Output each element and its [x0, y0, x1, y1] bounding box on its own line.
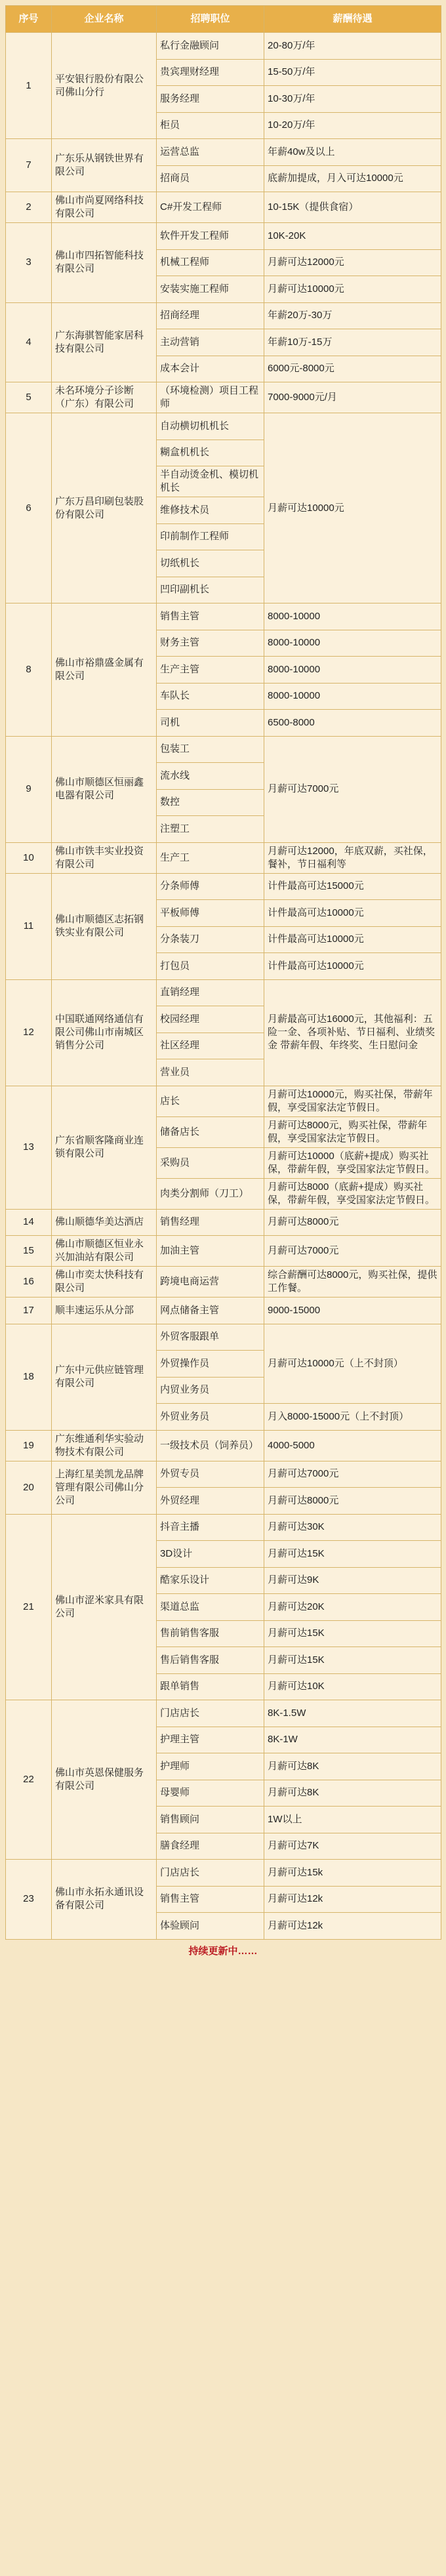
position-title: 半自动烫金机、模切机机长	[157, 466, 264, 497]
row-number: 3	[6, 223, 52, 303]
table-body	[6, 33, 441, 1940]
table-row	[6, 1514, 441, 1541]
salary-value: 年薪40w及以上	[264, 139, 441, 166]
salary-value: 月薪可达30K	[264, 1514, 441, 1541]
table-row	[6, 603, 441, 630]
salary-value: 8K-1W	[264, 1727, 441, 1753]
position-title: 数控	[157, 789, 264, 816]
update-note: 持续更新中……	[188, 1945, 258, 1957]
salary-value: 月薪可达8000元，购买社保，带薪年假，享受国家法定节假日。	[264, 1116, 441, 1147]
company-name: 佛山市永拓永通讯设备有限公司	[52, 1860, 157, 1940]
salary-value: 月薪可达8K	[264, 1780, 441, 1807]
table-row	[6, 1209, 441, 1236]
salary-value: 月薪可达20K	[264, 1594, 441, 1621]
company-name: 佛山市涩米家具有限公司	[52, 1514, 157, 1700]
position-title: 营业员	[157, 1059, 264, 1086]
position-title: 包装工	[157, 736, 264, 763]
position-title: 维修技术员	[157, 497, 264, 524]
position-title: 机械工程师	[157, 249, 264, 276]
header-position: 招聘职位	[157, 6, 264, 33]
table-row	[6, 1430, 441, 1461]
company-name: 佛山市裕鼎盛金属有限公司	[52, 603, 157, 737]
salary-value: 8000-10000	[264, 630, 441, 657]
row-number: 11	[6, 873, 52, 979]
table-row	[6, 302, 441, 329]
company-name: 广东乐从钢铁世界有限公司	[52, 139, 157, 192]
table-header	[6, 6, 441, 33]
position-title: 酷家乐设计	[157, 1567, 264, 1594]
position-title: （环境检测）项目工程师	[157, 382, 264, 413]
position-title: 销售经理	[157, 1209, 264, 1236]
salary-value: 月薪可达8K	[264, 1753, 441, 1780]
position-title: 渠道总监	[157, 1594, 264, 1621]
salary-value: 8000-10000	[264, 603, 441, 630]
row-number: 17	[6, 1298, 52, 1324]
company-name: 顺丰速运乐从分部	[52, 1298, 157, 1324]
company-name: 佛山市英恩保健服务有限公司	[52, 1700, 157, 1860]
table-row	[6, 1298, 441, 1324]
salary-value: 计件最高可达15000元	[264, 873, 441, 900]
salary-value: 月薪可达15K	[264, 1647, 441, 1674]
position-title: 肉类分割师（刀工）	[157, 1178, 264, 1209]
position-title: 膳食经理	[157, 1833, 264, 1860]
position-title: 一级技术员（饲养员）	[157, 1430, 264, 1461]
position-title: 加油主管	[157, 1236, 264, 1267]
position-title: 售后销售客服	[157, 1647, 264, 1674]
row-number: 10	[6, 842, 52, 873]
salary-value: 8K-1.5W	[264, 1700, 441, 1727]
table-row	[6, 1236, 441, 1267]
table-row	[6, 33, 441, 60]
salary-value: 月薪可达15k	[264, 1860, 441, 1887]
table-row	[6, 736, 441, 763]
position-title: 自动横切机机长	[157, 413, 264, 440]
table-row	[6, 223, 441, 250]
row-number: 15	[6, 1236, 52, 1267]
position-title: 成本会计	[157, 356, 264, 382]
row-number: 14	[6, 1209, 52, 1236]
salary-value: 10-30万/年	[264, 86, 441, 113]
company-name: 广东省顺客隆商业连锁有限公司	[52, 1086, 157, 1209]
row-number: 20	[6, 1461, 52, 1514]
position-title: 门店店长	[157, 1860, 264, 1887]
header-salary: 薪酬待遇	[264, 6, 441, 33]
position-title: 分条师傅	[157, 873, 264, 900]
position-title: 网点储备主管	[157, 1298, 264, 1324]
company-name: 广东万昌印刷包装股份有限公司	[52, 413, 157, 603]
position-title: 生产工	[157, 842, 264, 873]
company-name: 广东维通利华实验动物技术有限公司	[52, 1430, 157, 1461]
position-title: 跟单销售	[157, 1673, 264, 1700]
row-number: 22	[6, 1700, 52, 1860]
table-row	[6, 382, 441, 413]
salary-value: 月入8000-15000元（上不封顶）	[264, 1404, 441, 1431]
table-row	[6, 842, 441, 873]
position-title: 糊盒机机长	[157, 440, 264, 466]
salary-value: 计件最高可达10000元	[264, 926, 441, 953]
salary-value: 月薪最高可达16000元，其他福利：五险一金、各项补贴、节日福利、业绩奖金 带薪年假、年终奖、生日慰问金	[264, 979, 441, 1086]
table-row	[6, 979, 441, 1006]
company-name: 佛山市顺德区恒业永兴加油站有限公司	[52, 1236, 157, 1267]
salary-value: 计件最高可达10000元	[264, 900, 441, 927]
company-name: 佛山市顺德区恒丽鑫电器有限公司	[52, 736, 157, 842]
position-title: 社区经理	[157, 1032, 264, 1059]
row-number: 12	[6, 979, 52, 1086]
salary-value: 年薪10万-15万	[264, 329, 441, 356]
table-row	[6, 1324, 441, 1351]
position-title: 抖音主播	[157, 1514, 264, 1541]
salary-value: 月薪可达10K	[264, 1673, 441, 1700]
position-title: 外贸操作员	[157, 1351, 264, 1378]
position-title: 储备店长	[157, 1116, 264, 1147]
position-title: 店长	[157, 1086, 264, 1116]
salary-value: 9000-15000	[264, 1298, 441, 1324]
row-number: 19	[6, 1430, 52, 1461]
table-row	[6, 1267, 441, 1298]
position-title: 打包员	[157, 953, 264, 980]
position-title: 销售顾问	[157, 1807, 264, 1833]
salary-value: 综合薪酬可达8000元，购买社保，提供工作餐。	[264, 1267, 441, 1298]
salary-value: 月薪可达12000元	[264, 249, 441, 276]
salary-value: 20-80万/年	[264, 33, 441, 60]
salary-value: 计件最高可达10000元	[264, 953, 441, 980]
position-title: 售前销售客服	[157, 1620, 264, 1647]
table-row	[6, 873, 441, 900]
position-title: 外贸客服跟单	[157, 1324, 264, 1351]
company-name: 佛山市顺德区志拓钢铁实业有限公司	[52, 873, 157, 979]
salary-value: 10-15K（提供食宿）	[264, 192, 441, 223]
position-title: 分条装刀	[157, 926, 264, 953]
row-number: 8	[6, 603, 52, 737]
salary-value: 月薪可达8000（底薪+提成）购买社保，带薪年假，享受国家法定节假日。	[264, 1178, 441, 1209]
salary-value: 年薪20万-30万	[264, 302, 441, 329]
salary-value: 7000-9000元/月	[264, 382, 441, 413]
position-title: 外贸经理	[157, 1488, 264, 1515]
row-number: 7	[6, 139, 52, 192]
position-title: 平板师傅	[157, 900, 264, 927]
salary-value: 月薪可达8000元	[264, 1488, 441, 1515]
position-title: 销售主管	[157, 603, 264, 630]
row-number: 1	[6, 33, 52, 139]
position-title: 内贸业务员	[157, 1377, 264, 1404]
position-title: 切纸机长	[157, 550, 264, 577]
salary-value: 月薪可达7000元	[264, 1461, 441, 1488]
position-title: 3D设计	[157, 1541, 264, 1568]
position-title: 财务主管	[157, 630, 264, 657]
position-title: 注塑工	[157, 816, 264, 843]
company-name: 佛山市奕太快科技有限公司	[52, 1267, 157, 1298]
table-row	[6, 1700, 441, 1727]
company-name: 佛山市四拓智能科技有限公司	[52, 223, 157, 303]
position-title: 门店店长	[157, 1700, 264, 1727]
salary-value: 月薪可达9K	[264, 1567, 441, 1594]
header-no: 序号	[6, 6, 52, 33]
position-title: 主动营销	[157, 329, 264, 356]
salary-value: 底薪加提成，月入可达10000元	[264, 165, 441, 192]
company-name: 佛山市尚夏网络科技有限公司	[52, 192, 157, 223]
salary-value: 月薪可达10000元（上不封顶）	[264, 1324, 441, 1404]
salary-value: 8000-10000	[264, 683, 441, 710]
position-title: C#开发工程师	[157, 192, 264, 223]
row-number: 18	[6, 1324, 52, 1430]
header-company: 企业名称	[52, 6, 157, 33]
job-table	[5, 5, 441, 1940]
company-name: 平安银行股份有限公司佛山分行	[52, 33, 157, 139]
position-title: 软件开发工程师	[157, 223, 264, 250]
salary-value: 月薪可达10000元	[264, 413, 441, 603]
position-title: 贵宾理财经理	[157, 59, 264, 86]
row-number: 2	[6, 192, 52, 223]
row-number: 6	[6, 413, 52, 603]
position-title: 护理师	[157, 1753, 264, 1780]
position-title: 外贸业务员	[157, 1404, 264, 1431]
position-title: 生产主管	[157, 657, 264, 684]
salary-value: 15-50万/年	[264, 59, 441, 86]
position-title: 招商员	[157, 165, 264, 192]
salary-value: 6000元-8000元	[264, 356, 441, 382]
table-row	[6, 192, 441, 223]
position-title: 采购员	[157, 1147, 264, 1178]
position-title: 凹印副机长	[157, 577, 264, 603]
position-title: 服务经理	[157, 86, 264, 113]
position-title: 车队长	[157, 683, 264, 710]
table-row	[6, 139, 441, 166]
company-name: 佛山市铁丰实业投资有限公司	[52, 842, 157, 873]
row-number: 5	[6, 382, 52, 413]
table-row	[6, 1086, 441, 1116]
company-name: 中国联通网络通信有限公司佛山市南城区销售分公司	[52, 979, 157, 1086]
row-number: 9	[6, 736, 52, 842]
salary-value: 月薪可达7000元	[264, 1236, 441, 1267]
salary-value: 月薪可达10000元	[264, 276, 441, 303]
salary-value: 月薪可达12000，年底双薪，买社保，餐补，节日福利等	[264, 842, 441, 873]
position-title: 流水线	[157, 763, 264, 790]
row-number: 23	[6, 1860, 52, 1940]
salary-value: 8000-10000	[264, 657, 441, 684]
salary-value: 月薪可达15K	[264, 1541, 441, 1568]
salary-value: 月薪可达10000（底薪+提成）购买社保，带薪年假，享受国家法定节假日。	[264, 1147, 441, 1178]
company-name: 上海红星美凯龙品牌管理有限公司佛山分公司	[52, 1461, 157, 1514]
position-title: 司机	[157, 710, 264, 737]
salary-value: 6500-8000	[264, 710, 441, 737]
position-title: 运营总监	[157, 139, 264, 166]
salary-value: 月薪可达7000元	[264, 736, 441, 842]
company-name: 广东中元供应链管理有限公司	[52, 1324, 157, 1430]
company-name: 未名环境分子诊断（广东）有限公司	[52, 382, 157, 413]
position-title: 私行金融顾问	[157, 33, 264, 60]
position-title: 护理主管	[157, 1727, 264, 1753]
salary-value: 月薪可达10000元，购买社保，带薪年假，享受国家法定节假日。	[264, 1086, 441, 1116]
position-title: 校园经理	[157, 1006, 264, 1033]
position-title: 母婴师	[157, 1780, 264, 1807]
salary-value: 10-20万/年	[264, 112, 441, 139]
salary-value: 10K-20K	[264, 223, 441, 250]
table-row	[6, 1860, 441, 1887]
row-number: 13	[6, 1086, 52, 1209]
position-title: 外贸专员	[157, 1461, 264, 1488]
table-row	[6, 413, 441, 440]
table-row	[6, 1461, 441, 1488]
salary-value: 月薪可达7K	[264, 1833, 441, 1860]
salary-value: 1W以上	[264, 1807, 441, 1833]
company-name: 广东海骐智能家居科技有限公司	[52, 302, 157, 382]
row-number: 21	[6, 1514, 52, 1700]
position-title: 跨境电商运营	[157, 1267, 264, 1298]
salary-value: 4000-5000	[264, 1430, 441, 1461]
salary-value: 月薪可达15K	[264, 1620, 441, 1647]
salary-value: 月薪可达8000元	[264, 1209, 441, 1236]
company-name: 佛山顺德华美达酒店	[52, 1209, 157, 1236]
salary-value: 月薪可达12k	[264, 1913, 441, 1940]
row-number: 16	[6, 1267, 52, 1298]
row-number: 4	[6, 302, 52, 382]
position-title: 柜员	[157, 112, 264, 139]
position-title: 体验顾问	[157, 1913, 264, 1940]
position-title: 安装实施工程师	[157, 276, 264, 303]
position-title: 直销经理	[157, 979, 264, 1006]
salary-value: 月薪可达12k	[264, 1886, 441, 1913]
position-title: 招商经理	[157, 302, 264, 329]
position-title: 销售主管	[157, 1886, 264, 1913]
position-title: 印前制作工程师	[157, 523, 264, 550]
